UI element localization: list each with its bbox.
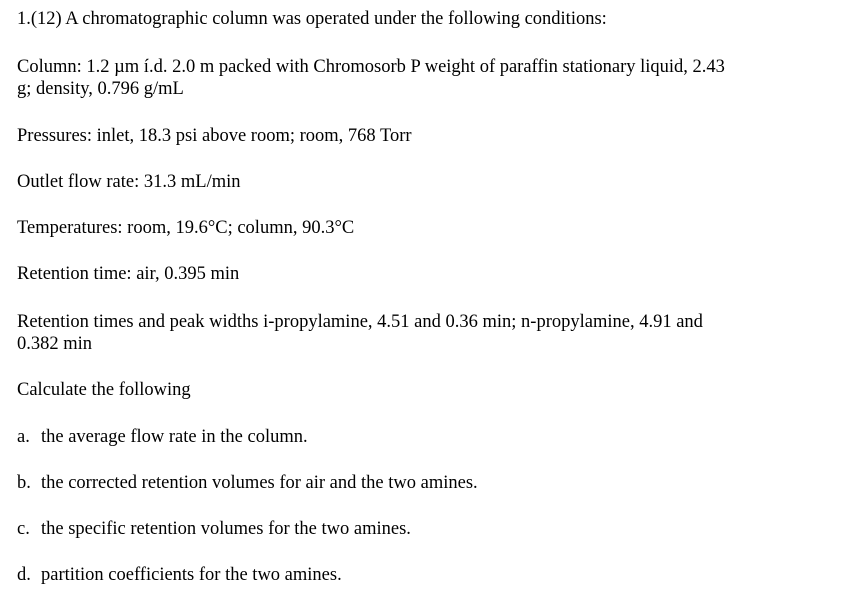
task-item-b xyxy=(17,472,478,494)
pressures-line: Pressures: inlet, 18.3 psi above room; room, 768 Torr xyxy=(17,126,412,146)
task-text: partition coefficients for the two amines. xyxy=(41,565,342,585)
column-line-1: Column: 1.2 µm í.d. 2.0 m packed with Chromosorb P weight of paraffin stationary liquid, 2.43 xyxy=(17,57,725,77)
problem-heading: 1.(12) A chromatographic column was operated under the following conditions: xyxy=(17,9,607,29)
task-marker: a. xyxy=(17,427,30,447)
task-item-a xyxy=(17,426,308,448)
task-item-d xyxy=(17,564,342,586)
calculate-line: Calculate the following xyxy=(17,380,191,400)
column-line-2: g; density, 0.796 g/mL xyxy=(17,79,184,99)
task-item-c xyxy=(17,518,411,540)
task-marker: c. xyxy=(17,519,30,539)
retention-line-2: 0.382 min xyxy=(17,334,93,354)
outlet-flow-line: Outlet flow rate: 31.3 mL/min xyxy=(17,172,241,192)
task-marker: d. xyxy=(17,565,31,585)
task-text: the corrected retention volumes for air and the two amines. xyxy=(41,473,478,493)
retention-line-1: Retention times and peak widths i-propylamine, 4.51 and 0.36 min; n-propylamine, 4.91 and xyxy=(17,312,703,332)
task-text: the average flow rate in the column. xyxy=(41,427,308,447)
task-text: the specific retention volumes for the two amines. xyxy=(41,519,411,539)
task-marker: b. xyxy=(17,473,31,493)
temperatures-line: Temperatures: room, 19.6°C; column, 90.3°C xyxy=(17,218,355,238)
retention-air-line: Retention time: air, 0.395 min xyxy=(17,264,240,284)
